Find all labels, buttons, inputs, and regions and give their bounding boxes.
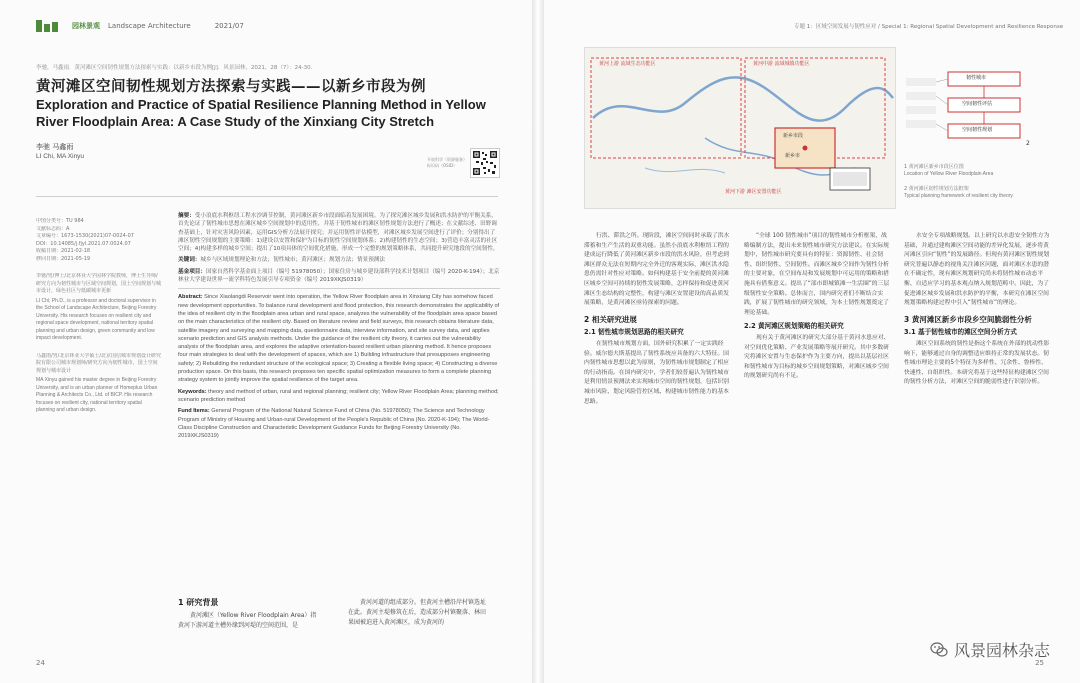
meta-doc-code: 文献标志码：A — [36, 225, 70, 232]
right-col-1b-text: 在韧性城市规划方面，国外研究积累了一定实践经验。威尔德夫斯基提出了韧性系统应具备的六大特征。国内韧性城市思想以此为原则，为韧性城市规划制定了相应的行动指南。在国内研究中，学者们较普遍认为韧性城市是利用情景预测法来实现城市空间的韧性规划，包括识别城市风险、划定风险管控区域、构建城市韧性能力的基本思路。 — [584, 340, 729, 405]
keywords-en — [178, 388, 500, 405]
osid-label: 开放科学（资源服务）标识码（OSID） — [427, 157, 467, 168]
funds-en-label: Fund Items: — [178, 408, 210, 415]
fig1-caption — [904, 164, 1054, 178]
funds-label: 基金项目： — [178, 268, 206, 275]
meta-doi: DOI：10.14085/j.fjyl.2021.07.0024.07 — [36, 240, 131, 247]
section-2-heading: 2 相关研究进展 — [584, 314, 637, 324]
fig1-label-upper: 黄河上游 流域生态功能区 — [599, 61, 656, 67]
keywords-label: 关键词： — [178, 257, 201, 264]
keywords-cn — [178, 256, 500, 264]
authors-en: LI Chi, MA Xinyu — [36, 153, 85, 160]
fig2-caption-en: Typical planning framework of resilient city theory — [904, 193, 1013, 199]
section-3-heading: 3 黄河滩区新乡市段乡空间脆弱性分析 — [904, 314, 1032, 324]
meta-revised: 修回日期：2021-05-19 — [36, 255, 91, 262]
fig1-box-label: 新乡市段 — [783, 133, 804, 139]
abstract-label: 摘要： — [178, 213, 195, 219]
author-bio-2-cn: 马鑫雨/男/北京林业大学硕士/北京国信城市规划设计研究院有限公司城市规划师/研究方向为韧性城市，国土空间规划与城市设计 — [36, 352, 162, 374]
fig1-label-lower: 黄河下游 滩区安置功能区 — [725, 189, 782, 195]
watermark-text: 风景园林杂志 — [953, 641, 1050, 660]
citation-line: 李驰，马鑫雨．黄河滩区空间韧性规划方法探索与实践：以新乡市段为例[J]．风景园林，2021，28（7）：24-30． — [36, 65, 317, 71]
fig2-number: 2 — [1026, 140, 1030, 147]
keywords-cn-text: 城乡与区域规划理论和方法；韧性城市；黄河滩区；规划方法；情景预测法 — [200, 257, 385, 264]
right-page — [544, 0, 1080, 683]
article-meta — [36, 218, 162, 415]
body-col-2-text: 黄河河道的组成部分。但黄河主槽沿岸村镇选址在此。黄河主堤修筑在后，造成部分村镇聚落、林田果园被迫进入黄河滩区，成为黄河的 — [348, 599, 487, 626]
fig2-box-2: 空间韧性评估 — [962, 101, 993, 107]
header-divider — [36, 196, 498, 197]
figure-2-framework — [904, 70, 1044, 150]
subsection-2-1-heading: 2.1 韧性城市规划思路的相关研究 — [584, 328, 684, 337]
right-col-3b-text: 滩区空间系统的韧性是指这个系统在外部的扰动性影响下，能够通过自身的调整适应维持正常的发展状态。韧性城市理论主要的5个特征为多样性、冗余性、鲁棒性、快速性、自组织性。本研究将基于这些特征构建滩区空间的韧性分析方法，对滩区空间的脆弱性进行识别分析。 — [904, 340, 1050, 386]
funds-cn-text: 国家自然科学基金面上项目（编号 51978050）；国家住房与城乡建设部科学技术计划项目（编号 2020-K-194）；北京林业大学建设世界一流学科特色发展引导专项资金（编号 2019XKJS0319） — [178, 268, 500, 284]
subsection-3-1-heading: 3.1 基于韧性城市的滩区空间分析方式 — [904, 328, 1017, 337]
right-col-2 — [744, 232, 892, 382]
author-bio-1-en: LI Chi, Ph.D., is a professor and doctoral supervisor in the School of Landscape Architecture, Beijing Forestry University. His research focuses on resilient city and regional space development, national territory spatial planning and urban design, green community and low impact development. — [36, 297, 157, 341]
author-bio-2-en: MA Xinyu gained his master degree in Beijing Forestry University, and is an urban planner of Homeplus Urban Planning & Architects Co., Ltd. of BICP. His research focuses on resilient city, national territory spatial planning and urban design. — [36, 377, 158, 413]
book-gutter — [532, 0, 544, 683]
fig1-caption-en: Location of Yellow River Floodplain Area — [904, 171, 994, 177]
subsection-2-2-heading: 2.2 黄河滩区规划策略的相关研究 — [744, 322, 844, 331]
abstract-block — [178, 212, 500, 443]
fig1-city-label: 新乡市 — [785, 153, 801, 159]
meta-received: 收稿日期：2021-02-18 — [36, 248, 91, 254]
figure-1-map — [584, 47, 896, 209]
right-col-2b-text: 现有关于黄河滩区的研究大部分基于黄河水患应对、对空间优化策略、产业发展策略等展开研究。其中多数研究将滩区安置与生态保护作为主要方向，提出以基层社区和韧性城市为目标的城乡空间规划策略，对滩区城乡空间的规划研究尚有不足。 — [744, 334, 890, 380]
article-title-en: Exploration and Practice of Spatial Resilience Planning Method in Yellow River Floodplain Area: A Case Study of the Xinxiang City Stretch — [36, 97, 486, 129]
watermark — [930, 638, 1050, 661]
journal-name: Landscape Architecture — [108, 22, 191, 30]
journal-header — [36, 20, 244, 32]
right-col-3 — [904, 232, 1052, 388]
running-head: 专题 1：区域空间发展与韧性应对 / Special 1: Regional Spatial Development and Resilience Response — [794, 24, 1064, 30]
meta-article-no: 文章编号：1673-1530(2021)07-0024-07 — [36, 233, 134, 239]
right-col-3-text: 水安全专项战略规划。以上研究以水患安全韧性方为基础，并通过建构滩区空间功能的差异化发展，逐步将黄河滩区引向“韧性”的发展路径。但现有黄河滩区韧性规划研究普遍以静态的视角关注滩区问题，面对滩区水患的潜在不确定性，现有滩区规划研究尚未将韧性城市动态平衡、自适应学习的基本观点纳入规划范畴中。因此，为了促进滩区城乡发展和洪水防护的平衡，本研究在滩区空间规划策略构建过程中引入“韧性城市”的理论。 — [904, 233, 1050, 307]
qr-code-icon[interactable] — [470, 148, 500, 178]
funds-en-text: General Program of the National Natural Science Fund of China (No. 51978050); The Science and Technology Program of Ministry of Housing and Urban-rural Development of the People's Republic of China (No. 2020-K-194); The World-Class Discipline Construction and Characteristic Development Guidance Funds for Beijing Forestry University (No. 2019XKJS0319) — [178, 408, 490, 440]
body-col-1 — [178, 598, 318, 631]
funds-en — [178, 407, 500, 440]
funds-cn — [178, 268, 500, 285]
journal-logo-icon — [36, 20, 64, 32]
abstract-en-label: Abstract: — [178, 294, 203, 301]
fig1-caption-cn: 1 黄河滩区新乡市段区位图 — [904, 164, 964, 170]
right-col-1-text: 行洪、滞洪之所。现阶段，滩区空间同时承载了洪水滞蓄和生产生活的双重功能。虽然小浪底水利枢纽工程的建成运行降低了黄河滩区新乡市段的洪水风险，但考虑到滩区群众无法在短期内完全外迁的客观实际，滩区洪水隐患仍需针对性应对策略。如何构建基于安全前提的黄河滩区城乡空间可持续的韧性发展策略，怎样保持和促进黄河滩区生态结构的完整性，构建与滩区安置建设的高品质发展策略，是黄河滩区亟待探索的问题。 — [584, 233, 730, 307]
authors-cn: 李驰 马鑫雨 — [36, 143, 74, 151]
fig2-box-1: 韧性城市 — [966, 75, 987, 81]
body-col-2 — [348, 598, 488, 628]
fig2-caption-cn: 2 黄河滩区韧性规划方法框架 — [904, 186, 969, 192]
page-number-right: 25 — [1035, 659, 1044, 667]
abstract-cn — [178, 212, 500, 253]
abstract-en — [178, 293, 500, 384]
abstract-divider — [178, 288, 500, 289]
section-1-heading: 1 研究背景 — [178, 598, 219, 607]
journal-issue: 2021/07 — [214, 22, 244, 30]
wechat-icon — [930, 641, 948, 659]
meta-clc: 中图分类号：TU 984 — [36, 218, 84, 224]
abstract-en-text: Since Xiaolangdi Reservoir went into operation, the Yellow River floodplain area in Xinxiang City has somehow faced new development opportunities. To balance rural development and flood protection, this research demonstrates the applicability of the idea of resilient city in the floodplain area urban and rural space, analyzes the vulnerability of the floodplain area space based on the main characteristics of the resilient city. Based on literature review and field surveys, this research obtains literature data, satellite imagery and surveying and mapping data, questionnaire data, interview information, and site survey data, and applies scenario prediction and GIS analysis methods. Under the guidance of the resilient city theory, it carries out the vulnerability analysis of the floodplain area, and explores the adaptive orientation-based resilient urban planning method. It hence proposes four main strategies to deal with the development of spaces, which are 1) Building infrastructure that presupposes engineering safety; 2) Rebuilding the redundant structure of the ecological space; 3) Creating a flexible living space; 4) Constructing a diverse production space. On this basis, this research proposes ten specific spatial optimization measures to form a complete planning strategy system to jointly improve the spatial resilience of the target area. — [178, 294, 500, 384]
fig2-caption — [904, 186, 1054, 200]
journal-logo-text: 园林景观 — [72, 22, 100, 30]
fig2-box-3: 空间韧性规划 — [962, 127, 993, 133]
keywords-en-label: Keywords: — [178, 388, 207, 395]
article-title-cn: 黄河滩区空间韧性规划方法探索与实践——以新乡市段为例 — [36, 79, 426, 95]
fig1-label-middle: 黄河中游 流域城镇功能区 — [753, 61, 810, 67]
body-col-1-text: 黄河滩区（Yellow River Floodplain Area）指黄河下游河道主槽外缘到河堤的空间范围，是 — [178, 612, 317, 629]
author-bio-1-cn: 李驰/男/博士/北京林业大学园林学院教师，博士生导师/研究方向为韧性城市与区域空间规划，国土空间规划与城市设计，绿色社区与低碳城市更新 — [36, 273, 162, 294]
left-page — [0, 0, 532, 683]
page-number-left: 24 — [36, 659, 45, 667]
right-col-1 — [584, 232, 732, 407]
keywords-en-text: theory and method of urban, rural and regional planning; resilient city; Yellow River Floodplain Area; planning method; scenario prediction method — [178, 388, 499, 403]
abstract-cn-text: 受小浪底水利枢纽工程水沙调节控制，黄河滩区新乡市段面临着发展困境。为了探究滩区城乡发展和洪水防护的平衡关系，首先论证了韧性城市思想在滩区城乡空间规划中的适用性，并基于韧性城市的滩区韧性规划方法进行了概述；在文献综述、田野调查基础上，针对灾害风险因素，运用GIS分析方法展开探究；并运用韧性评估模型，对滩区城乡发展空间进行了评价；分别得出了滩区韧性空间规划的主要策略：1)建设以安置和保护为目标的韧性空间规划体系；2)构建韧性的生态空间；3)营造丰富灵活的社区空间；4)构建多样的城乡空间；提出了10项具体的空间优化措施，形成一个完整的规划策略体系，共同提升研究地段的空间韧性。 — [178, 213, 499, 253]
right-col-2-text: “全球 100 韧性城市”项目的韧性城市分析框架，战略编制方法，提出未来韧性城市研究方法建议。在实际规划中，韧性城市研究要具有的特征：资源韧性、社会韧性、组织韧性、空间韧性。而滩区城乡空间作为韧性分析的主要对象，在空间布局和发展规划中可运用的策略和措施具有借鉴意义。提出了“部市即城镇滩一生活圈”的三层级韧性安全策略。总体而言，国内研究者们不断结合实践，扩展了韧性城市的研究领域，为本土韧性规划奠定了理论基础。 — [744, 233, 890, 316]
